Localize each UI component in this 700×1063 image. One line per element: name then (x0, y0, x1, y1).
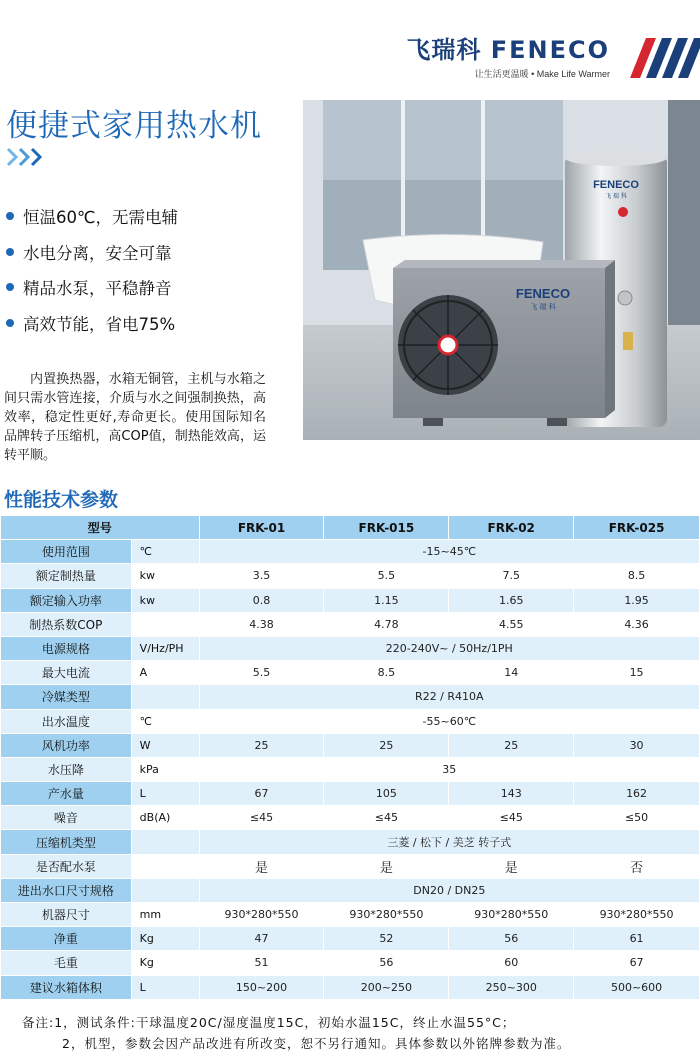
row-unit: dB(A) (131, 806, 199, 830)
row-value-span: 220-240V~ / 50Hz/1PH (199, 636, 699, 660)
row-label: 使用范围 (1, 540, 132, 564)
table-row (1, 951, 700, 975)
row-value: 1.65 (449, 588, 574, 612)
row-value: 3.5 (199, 564, 324, 588)
tank-brand-label: FENECO (593, 179, 639, 191)
row-value: 56 (449, 927, 574, 951)
row-unit (131, 878, 199, 902)
table-row (1, 806, 700, 830)
row-value: 1.15 (324, 588, 449, 612)
unit-brand-cn: 飞 瑞 科 (530, 303, 556, 311)
row-value: 930*280*550 (574, 903, 700, 927)
table-row (1, 709, 700, 733)
row-label: 毛重 (1, 951, 132, 975)
row-unit (131, 685, 199, 709)
row-value: 56 (324, 951, 449, 975)
unit-brand-label: FENECO (515, 286, 571, 301)
row-label: 是否配水泵 (1, 854, 132, 878)
row-unit: W (131, 733, 199, 757)
table-row (1, 975, 700, 999)
brand-slogan: 让生活更温暖 • Make Life Warmer (474, 69, 610, 79)
row-value: ≤45 (199, 806, 324, 830)
table-row (1, 661, 700, 685)
feature-list (6, 204, 178, 346)
row-unit: mm (131, 903, 199, 927)
row-value: 7.5 (449, 564, 574, 588)
row-value: ≤45 (449, 806, 574, 830)
row-value: 930*280*550 (199, 903, 324, 927)
bullet-icon (6, 319, 14, 327)
row-value: 4.78 (324, 612, 449, 636)
row-value: 15 (574, 661, 700, 685)
row-value: 51 (199, 951, 324, 975)
header-label: 型号 (1, 516, 200, 540)
row-unit: ℃ (131, 709, 199, 733)
row-unit: A (131, 661, 199, 685)
product-photo (303, 100, 700, 440)
bullet-icon (6, 212, 14, 220)
table-row (1, 903, 700, 927)
row-value: 150~200 (199, 975, 324, 999)
brand-name-en: FENECO (490, 36, 610, 64)
row-value: 是 (449, 854, 574, 878)
feature-item: 水电分离，安全可靠 (6, 240, 178, 264)
row-value-span: 三菱 / 松下 / 美芝 转子式 (199, 830, 699, 854)
row-unit: kw (131, 564, 199, 588)
table-row (1, 564, 700, 588)
row-unit: kw (131, 588, 199, 612)
footnote: 2，机型，参数会因产品改进有所改变，恕不另行通知。具体参数以外铭牌参数为准。 (62, 1036, 571, 1051)
row-label: 风机功率 (1, 733, 132, 757)
row-label: 冷媒类型 (1, 685, 132, 709)
row-value-span: -15~45℃ (199, 540, 699, 564)
row-value: 250~300 (449, 975, 574, 999)
row-value: 200~250 (324, 975, 449, 999)
footnotes (22, 1012, 570, 1054)
row-unit: V/Hz/PH (131, 636, 199, 660)
row-value: 0.8 (199, 588, 324, 612)
product-description: 内置换热器，水箱无铜管，主机与水箱之间只需水管连接，介质与水之间强制换热，高效率，稳定性更好,寿命更长。使用国际知名品牌转子压缩机，高COP值，制热能效高，运转平顺。 (4, 372, 266, 463)
row-label: 额定输入功率 (1, 588, 132, 612)
bullet-icon (6, 248, 14, 256)
row-unit (131, 854, 199, 878)
row-value: ≤45 (324, 806, 449, 830)
row-label: 额定制热量 (1, 564, 132, 588)
table-row (1, 927, 700, 951)
row-value-span: 35 (199, 757, 699, 781)
header-model: FRK-015 (324, 516, 449, 540)
row-unit: Kg (131, 951, 199, 975)
row-label: 最大电流 (1, 661, 132, 685)
row-value: 5.5 (199, 661, 324, 685)
table-row (1, 588, 700, 612)
row-value: 25 (324, 733, 449, 757)
header-model: FRK-025 (574, 516, 700, 540)
row-label: 净重 (1, 927, 132, 951)
row-value: 500~600 (574, 975, 700, 999)
row-value: 60 (449, 951, 574, 975)
page-title: 便捷式家用热水机 (6, 108, 262, 144)
row-value: 5.5 (324, 564, 449, 588)
row-value: 105 (324, 782, 449, 806)
row-value: 25 (449, 733, 574, 757)
chevrons-icon (6, 146, 46, 168)
row-value: 930*280*550 (324, 903, 449, 927)
row-label: 电源规格 (1, 636, 132, 660)
row-unit: ℃ (131, 540, 199, 564)
row-value: 8.5 (574, 564, 700, 588)
row-unit: L (131, 975, 199, 999)
spec-table (0, 515, 700, 1000)
header-model: FRK-02 (449, 516, 574, 540)
row-value: 1.95 (574, 588, 700, 612)
row-value: 67 (199, 782, 324, 806)
row-value: 61 (574, 927, 700, 951)
footnote: 备注:1，测试条件:干球温度20C/湿度温度15C，初始水温15C，终止水温55°C； (22, 1015, 516, 1030)
row-value: 是 (199, 854, 324, 878)
row-value: 47 (199, 927, 324, 951)
decorative-stripes (628, 38, 700, 78)
row-unit: kPa (131, 757, 199, 781)
row-label: 进出水口尺寸规格 (1, 878, 132, 902)
row-value: 143 (449, 782, 574, 806)
table-row (1, 782, 700, 806)
row-unit (131, 830, 199, 854)
row-value: 否 (574, 854, 700, 878)
row-value: ≤50 (574, 806, 700, 830)
row-value-span: -55~60℃ (199, 709, 699, 733)
row-value: 30 (574, 733, 700, 757)
row-value: 4.36 (574, 612, 700, 636)
table-row (1, 757, 700, 781)
table-row (1, 878, 700, 902)
row-value-span: DN20 / DN25 (199, 878, 699, 902)
row-label: 制热系数COP (1, 612, 132, 636)
row-label: 出水温度 (1, 709, 132, 733)
table-row (1, 854, 700, 878)
table-row (1, 685, 700, 709)
row-value: 67 (574, 951, 700, 975)
product-illustration (303, 100, 700, 440)
brand-logo (406, 30, 610, 80)
row-label: 建议水箱体积 (1, 975, 132, 999)
row-value: 4.38 (199, 612, 324, 636)
feature-item: 精品水泵，平稳静音 (6, 275, 178, 299)
bullet-icon (6, 283, 14, 291)
row-value: 14 (449, 661, 574, 685)
row-unit: L (131, 782, 199, 806)
feature-item: 高效节能，省电75% (6, 311, 178, 335)
row-value-span: R22 / R410A (199, 685, 699, 709)
row-value: 是 (324, 854, 449, 878)
row-value: 4.55 (449, 612, 574, 636)
row-label: 噪音 (1, 806, 132, 830)
row-value: 52 (324, 927, 449, 951)
tank-brand-cn: 飞 瑞 科 (605, 193, 627, 200)
row-label: 机器尺寸 (1, 903, 132, 927)
table-row (1, 540, 700, 564)
row-label: 压缩机类型 (1, 830, 132, 854)
table-row (1, 636, 700, 660)
feature-item: 恒温60℃，无需电辅 (6, 204, 178, 228)
spec-section-title: 性能技术参数 (4, 489, 119, 511)
table-row (1, 830, 700, 854)
row-value: 930*280*550 (449, 903, 574, 927)
row-unit (131, 612, 199, 636)
brand-name-cn: 飞瑞科 (406, 36, 482, 64)
row-value: 25 (199, 733, 324, 757)
row-label: 水压降 (1, 757, 132, 781)
table-row (1, 612, 700, 636)
table-row (1, 733, 700, 757)
row-value: 8.5 (324, 661, 449, 685)
row-value: 162 (574, 782, 700, 806)
table-header-row (1, 516, 700, 540)
header-model: FRK-01 (199, 516, 324, 540)
row-label: 产水量 (1, 782, 132, 806)
row-unit: Kg (131, 927, 199, 951)
